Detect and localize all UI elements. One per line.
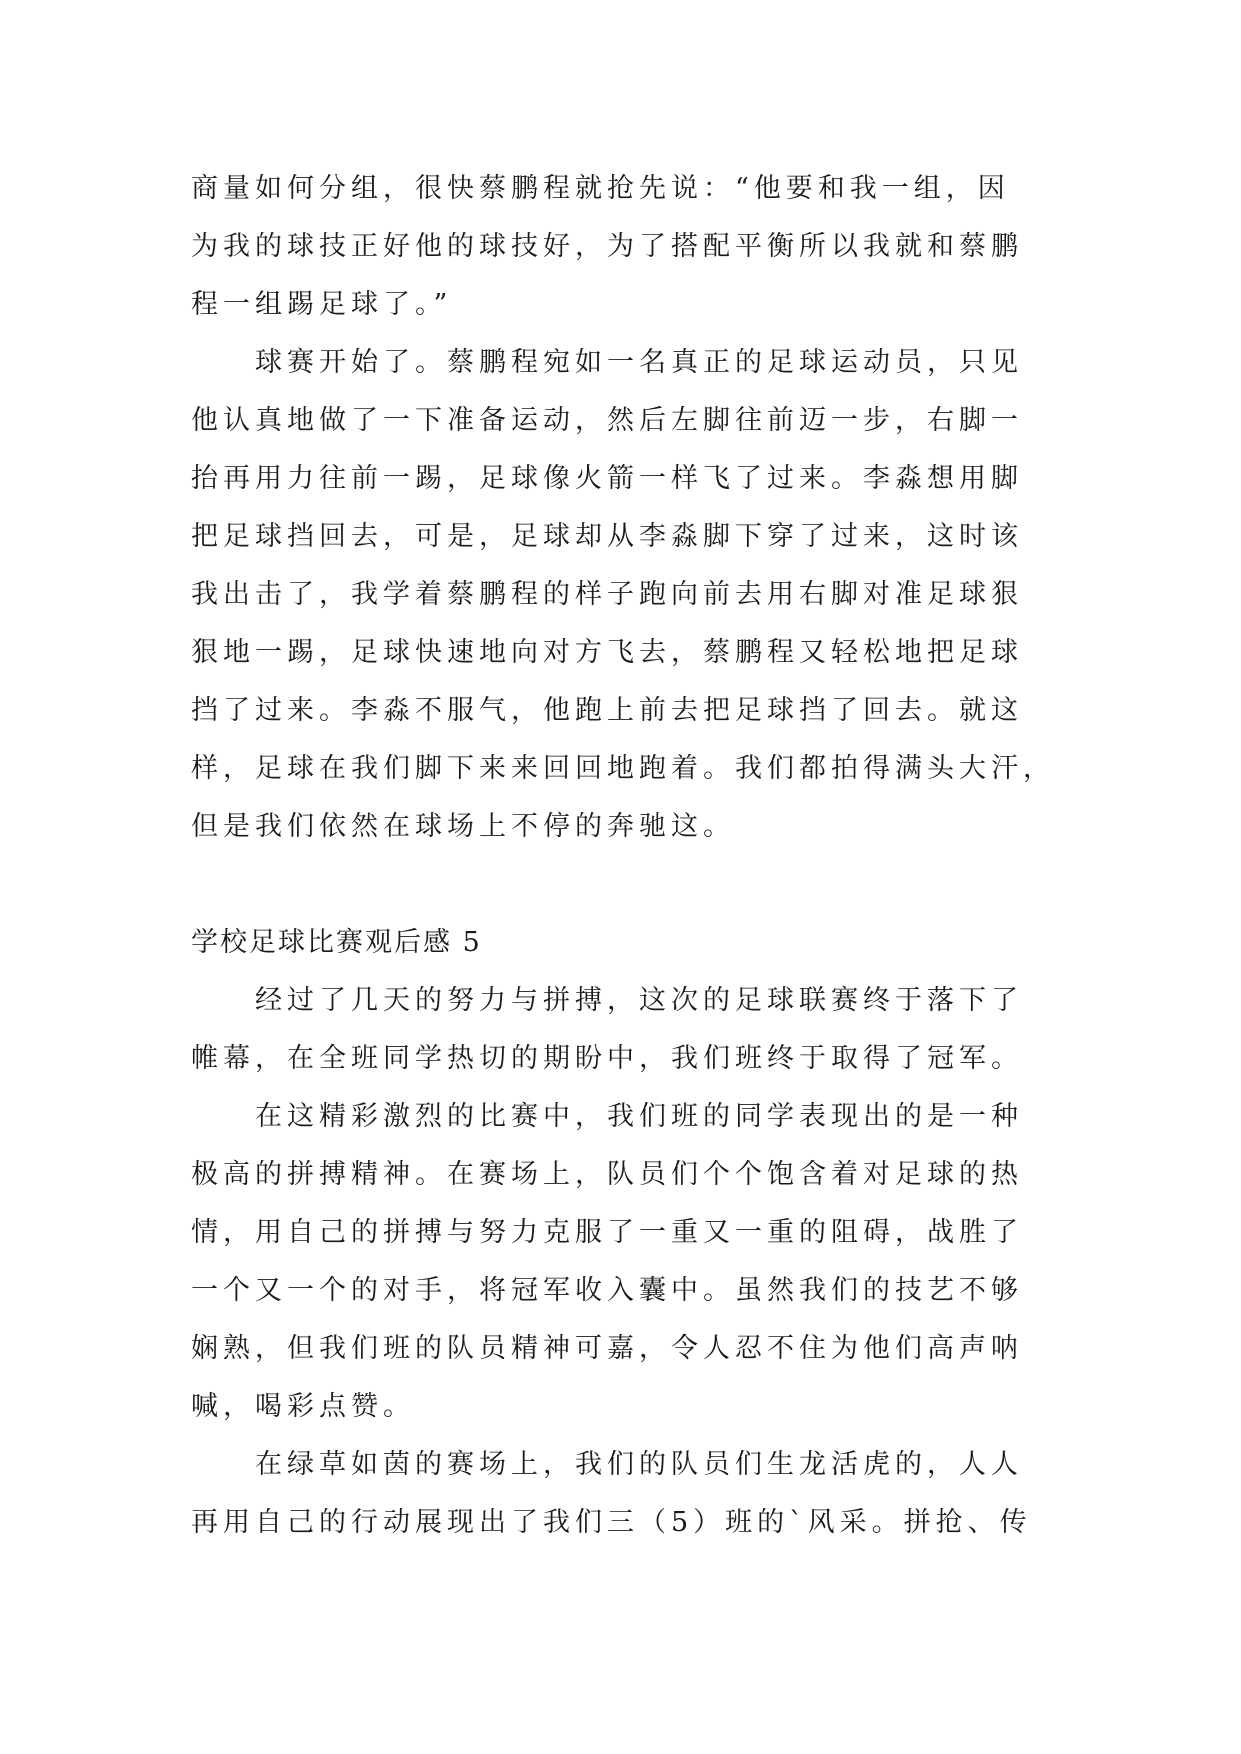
text-line: 样，足球在我们脚下来来回回地跑着。我们都拍得满头大汗，: [191, 753, 1055, 784]
text-line: 我出击了，我学着蔡鹏程的样子跑向前去用右脚对准足球狠: [191, 579, 1023, 610]
text-line: 在绿草如茵的赛场上，我们的队员们生龙活虎的，人人: [255, 1449, 1023, 1480]
text-column: [191, 160, 1071, 1552]
text-line: 极高的拼搏精神。在赛场上，队员们个个饱含着对足球的热: [191, 1159, 1023, 1190]
text-line: 商量如何分组，很快蔡鹏程就抢先说：“他要和我一组，因: [191, 173, 1010, 204]
text-line: 娴熟，但我们班的队员精神可嘉，令人忍不住为他们高声呐: [191, 1333, 1023, 1364]
text-line: 喊，喝彩点赞。: [191, 1391, 415, 1422]
text-line: 一个又一个的对手，将冠军收入囊中。虽然我们的技艺不够: [191, 1275, 1023, 1306]
text-line: 球赛开始了。蔡鹏程宛如一名真正的足球运动员，只见: [255, 347, 1023, 378]
text-line: 帷幕，在全班同学热切的期盼中，我们班终于取得了冠军。: [191, 1043, 1023, 1074]
text-line: 为我的球技正好他的球技好，为了搭配平衡所以我就和蔡鹏: [191, 231, 1023, 262]
paragraph-result: [191, 972, 1071, 1088]
text-line: 把足球挡回去，可是，足球却从李淼脚下穿了过来，这时该: [191, 521, 1023, 552]
section-spacer: [191, 856, 1071, 914]
text-line: 程一组踢足球了。”: [191, 289, 453, 320]
text-line: 挡了过来。李淼不服气，他跑上前去把足球挡了回去。就这: [191, 695, 1023, 726]
paragraph-field: [191, 1436, 1071, 1552]
text-line: 情，用自己的拼搏与努力克服了一重又一重的阻碍，战胜了: [191, 1217, 1023, 1248]
text-line: 但是我们依然在球场上不停的奔驰这。: [191, 811, 735, 842]
text-line: 狠地一踢，足球快速地向对方飞去，蔡鹏程又轻松地把足球: [191, 637, 1023, 668]
paragraph-match: [191, 334, 1071, 856]
text-line: 在这精彩激烈的比赛中，我们班的同学表现出的是一种: [255, 1101, 1023, 1132]
text-line: 抬再用力往前一踢，足球像火箭一样飞了过来。李淼想用脚: [191, 463, 1023, 494]
text-line: 再用自己的行动展现出了我们三（5）班的`风采。拼抢、传: [191, 1507, 1032, 1538]
paragraph-spirit: [191, 1088, 1071, 1436]
text-line: 他认真地做了一下准备运动，然后左脚往前迈一步，右脚一: [191, 405, 1023, 436]
paragraph-grouping: [191, 160, 1071, 334]
text-line: 经过了几天的努力与拼搏，这次的足球联赛终于落下了: [255, 985, 1023, 1016]
section-heading: 学校足球比赛观后感 5: [191, 927, 482, 958]
